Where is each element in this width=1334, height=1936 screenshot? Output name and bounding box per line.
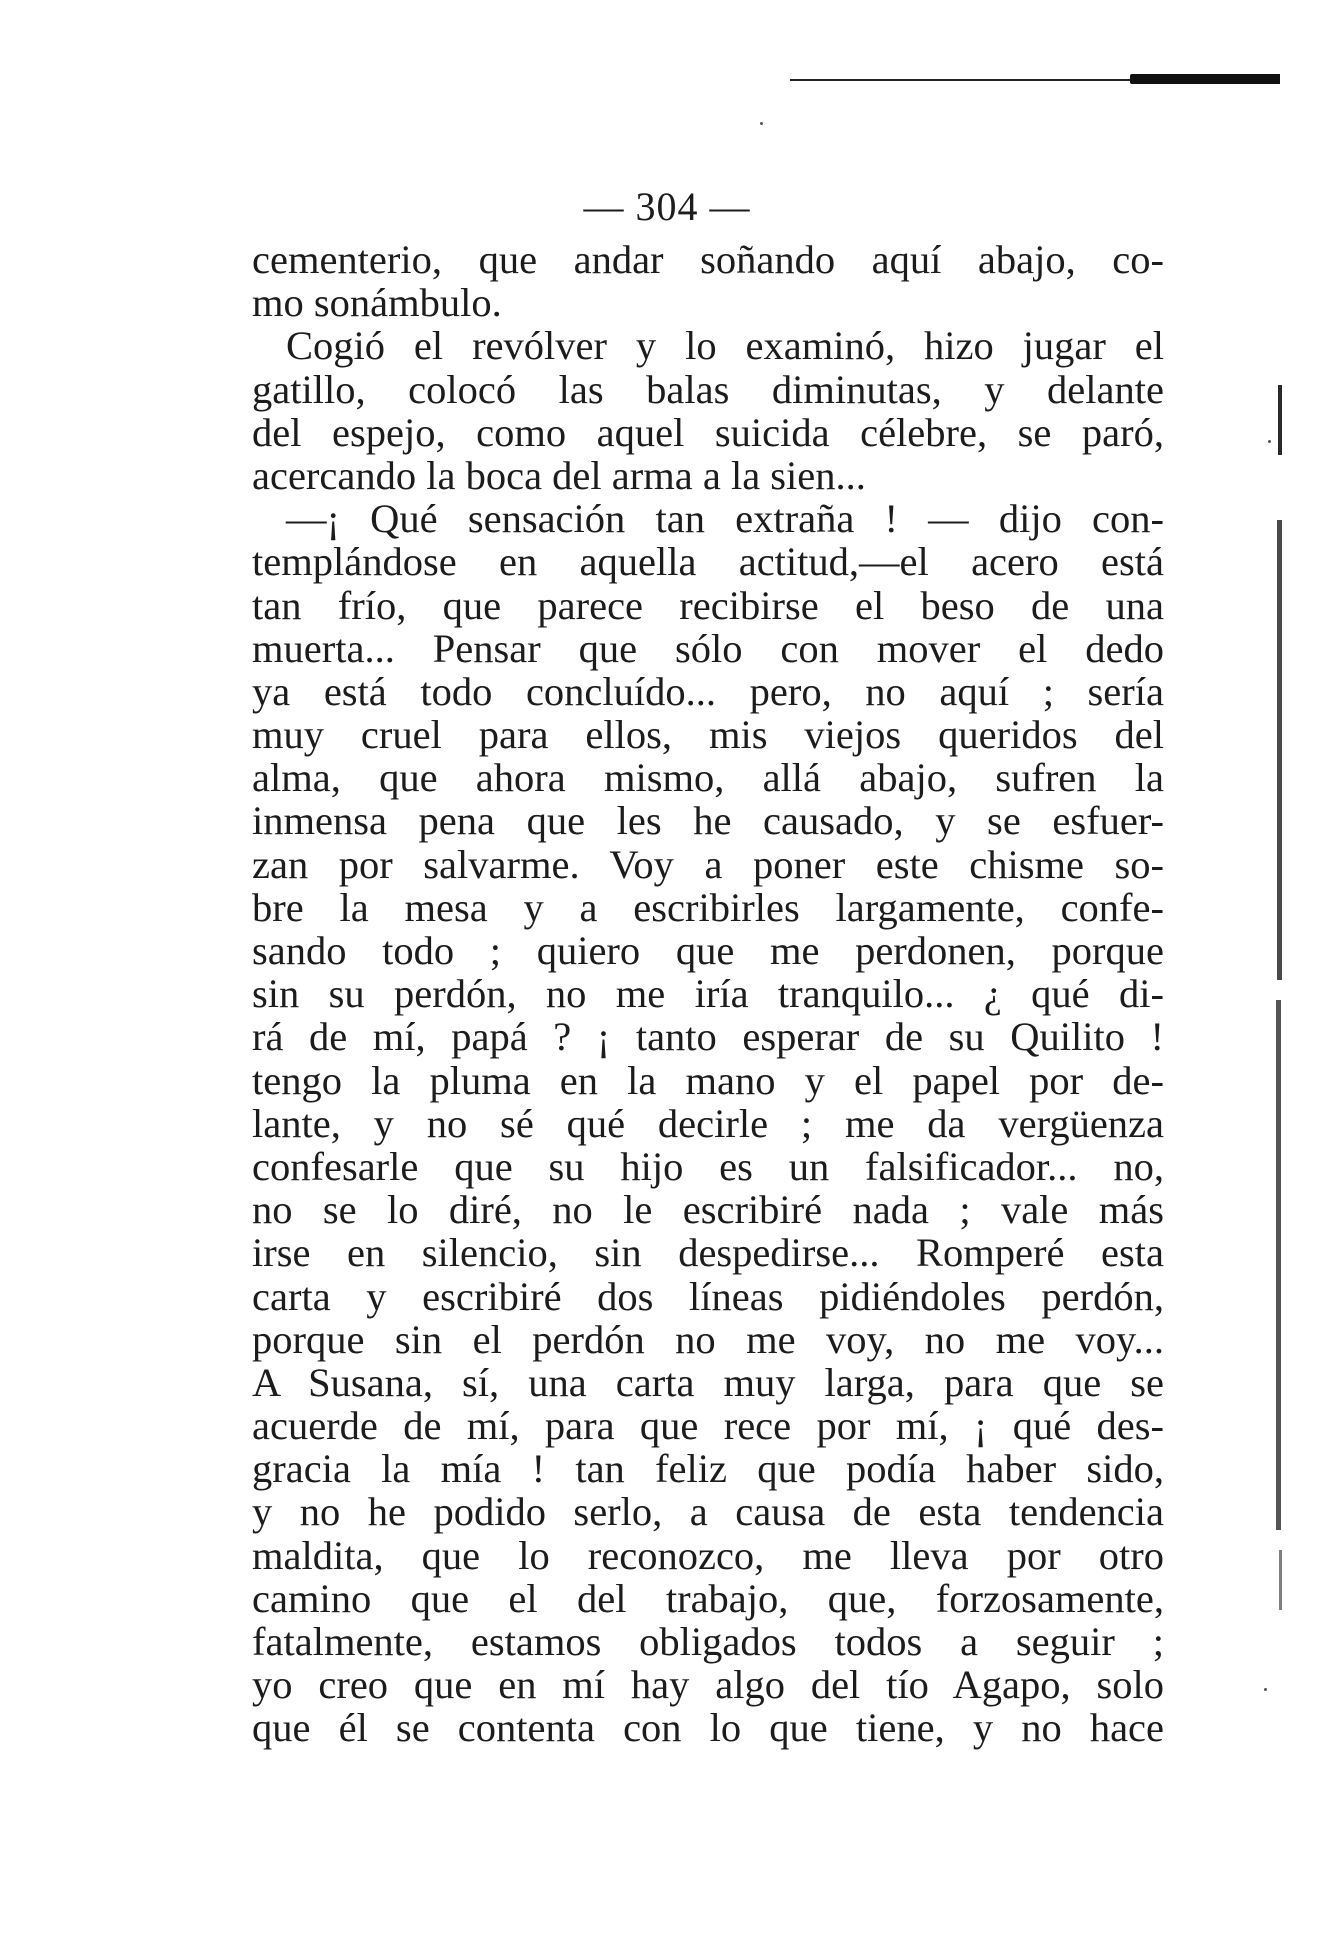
- text-line: Cogió el revólver y lo examinó, hizo jugar el: [286, 323, 1164, 369]
- text-line: mo sonámbulo.: [252, 280, 502, 326]
- text-line: alma, que ahora mismo, allá abajo, sufren la: [252, 755, 1164, 801]
- text-line: que él se contenta con lo que tiene, y no hace: [252, 1705, 1164, 1751]
- text-line: templándose en aquella actitud,—el acero está: [252, 539, 1164, 585]
- text-line: tan frío, que parece recibirse el beso de una: [252, 582, 1164, 628]
- scan-artifact: [1276, 1000, 1281, 1530]
- text-line: gracia la mía ! tan feliz que podía haber sido,: [252, 1446, 1164, 1492]
- text-line: carta y escribiré dos líneas pidiéndoles perdón,: [252, 1273, 1164, 1319]
- scan-artifact: [1277, 520, 1282, 980]
- text-line: yo creo que en mí hay algo del tío Agapo, solo: [252, 1662, 1164, 1708]
- text-line: muy cruel para ellos, mis viejos queridos del: [252, 712, 1164, 758]
- text-line: porque sin el perdón no me voy, no me voy...: [252, 1316, 1164, 1362]
- scan-artifact: [1279, 1550, 1282, 1610]
- top-rule-thick: [1130, 74, 1280, 84]
- scan-speck: [760, 122, 763, 125]
- text-line: sando todo ; quiero que me perdonen, porque: [252, 928, 1164, 973]
- text-line: tengo la pluma en la mano y el papel por de-: [252, 1057, 1164, 1103]
- text-line: bre la mesa y a escribirles largamente, confe-: [252, 884, 1164, 930]
- text-line: del espejo, como aquel suicida célebre, se paró,: [252, 409, 1164, 455]
- text-line: zan por salvarme. Voy a poner este chisme so-: [252, 841, 1164, 887]
- text-line: no se lo diré, no le escribiré nada ; vale más: [252, 1187, 1164, 1233]
- text-line: sin su perdón, no me iría tranquilo... ¿ qué di-: [252, 971, 1164, 1017]
- scan-artifact: [1278, 385, 1282, 455]
- page-number: — 304 —: [583, 184, 751, 229]
- text-line: gatillo, colocó las balas diminutas, y delante: [252, 366, 1164, 412]
- text-line: inmensa pena que les he causado, y se esfuer-: [252, 798, 1164, 844]
- text-line: ya está todo concluído... pero, no aquí ; sería: [252, 668, 1164, 714]
- text-line: acuerde de mí, para que rece por mí, ¡ qué des-: [252, 1403, 1164, 1449]
- text-line: muerta... Pensar que sólo con mover el dedo: [252, 625, 1164, 671]
- text-line: maldita, que lo reconozco, me lleva por otro: [252, 1532, 1164, 1578]
- text-line: fatalmente, estamos obligados todos a seguir ;: [252, 1619, 1164, 1664]
- top-rule: [790, 70, 1280, 84]
- text-line: —¡ Qué sensación tan extraña ! — dijo con-: [286, 496, 1164, 542]
- text-line: camino que el del trabajo, que, forzosamente,: [252, 1575, 1164, 1621]
- text-line: lante, y no sé qué decirle ; me da vergüenza: [252, 1100, 1164, 1146]
- text-line: acercando la boca del arma a la sien...: [252, 452, 866, 498]
- text-line: cementerio, que andar soñando aquí abajo, co-: [252, 237, 1164, 282]
- scan-speck: [1268, 440, 1271, 443]
- text-line: confesarle que su hijo es un falsificador... no,: [252, 1143, 1164, 1189]
- body-text: [252, 238, 1164, 1750]
- text-line: rá de mí, papá ? ¡ tanto esperar de su Quilito !: [252, 1014, 1164, 1060]
- scan-speck: [1264, 1688, 1267, 1691]
- text-line: y no he podido serlo, a causa de esta tendencia: [252, 1489, 1164, 1535]
- text-line: irse en silencio, sin despedirse... Romperé esta: [252, 1230, 1164, 1276]
- text-line: A Susana, sí, una carta muy larga, para que se: [252, 1359, 1164, 1405]
